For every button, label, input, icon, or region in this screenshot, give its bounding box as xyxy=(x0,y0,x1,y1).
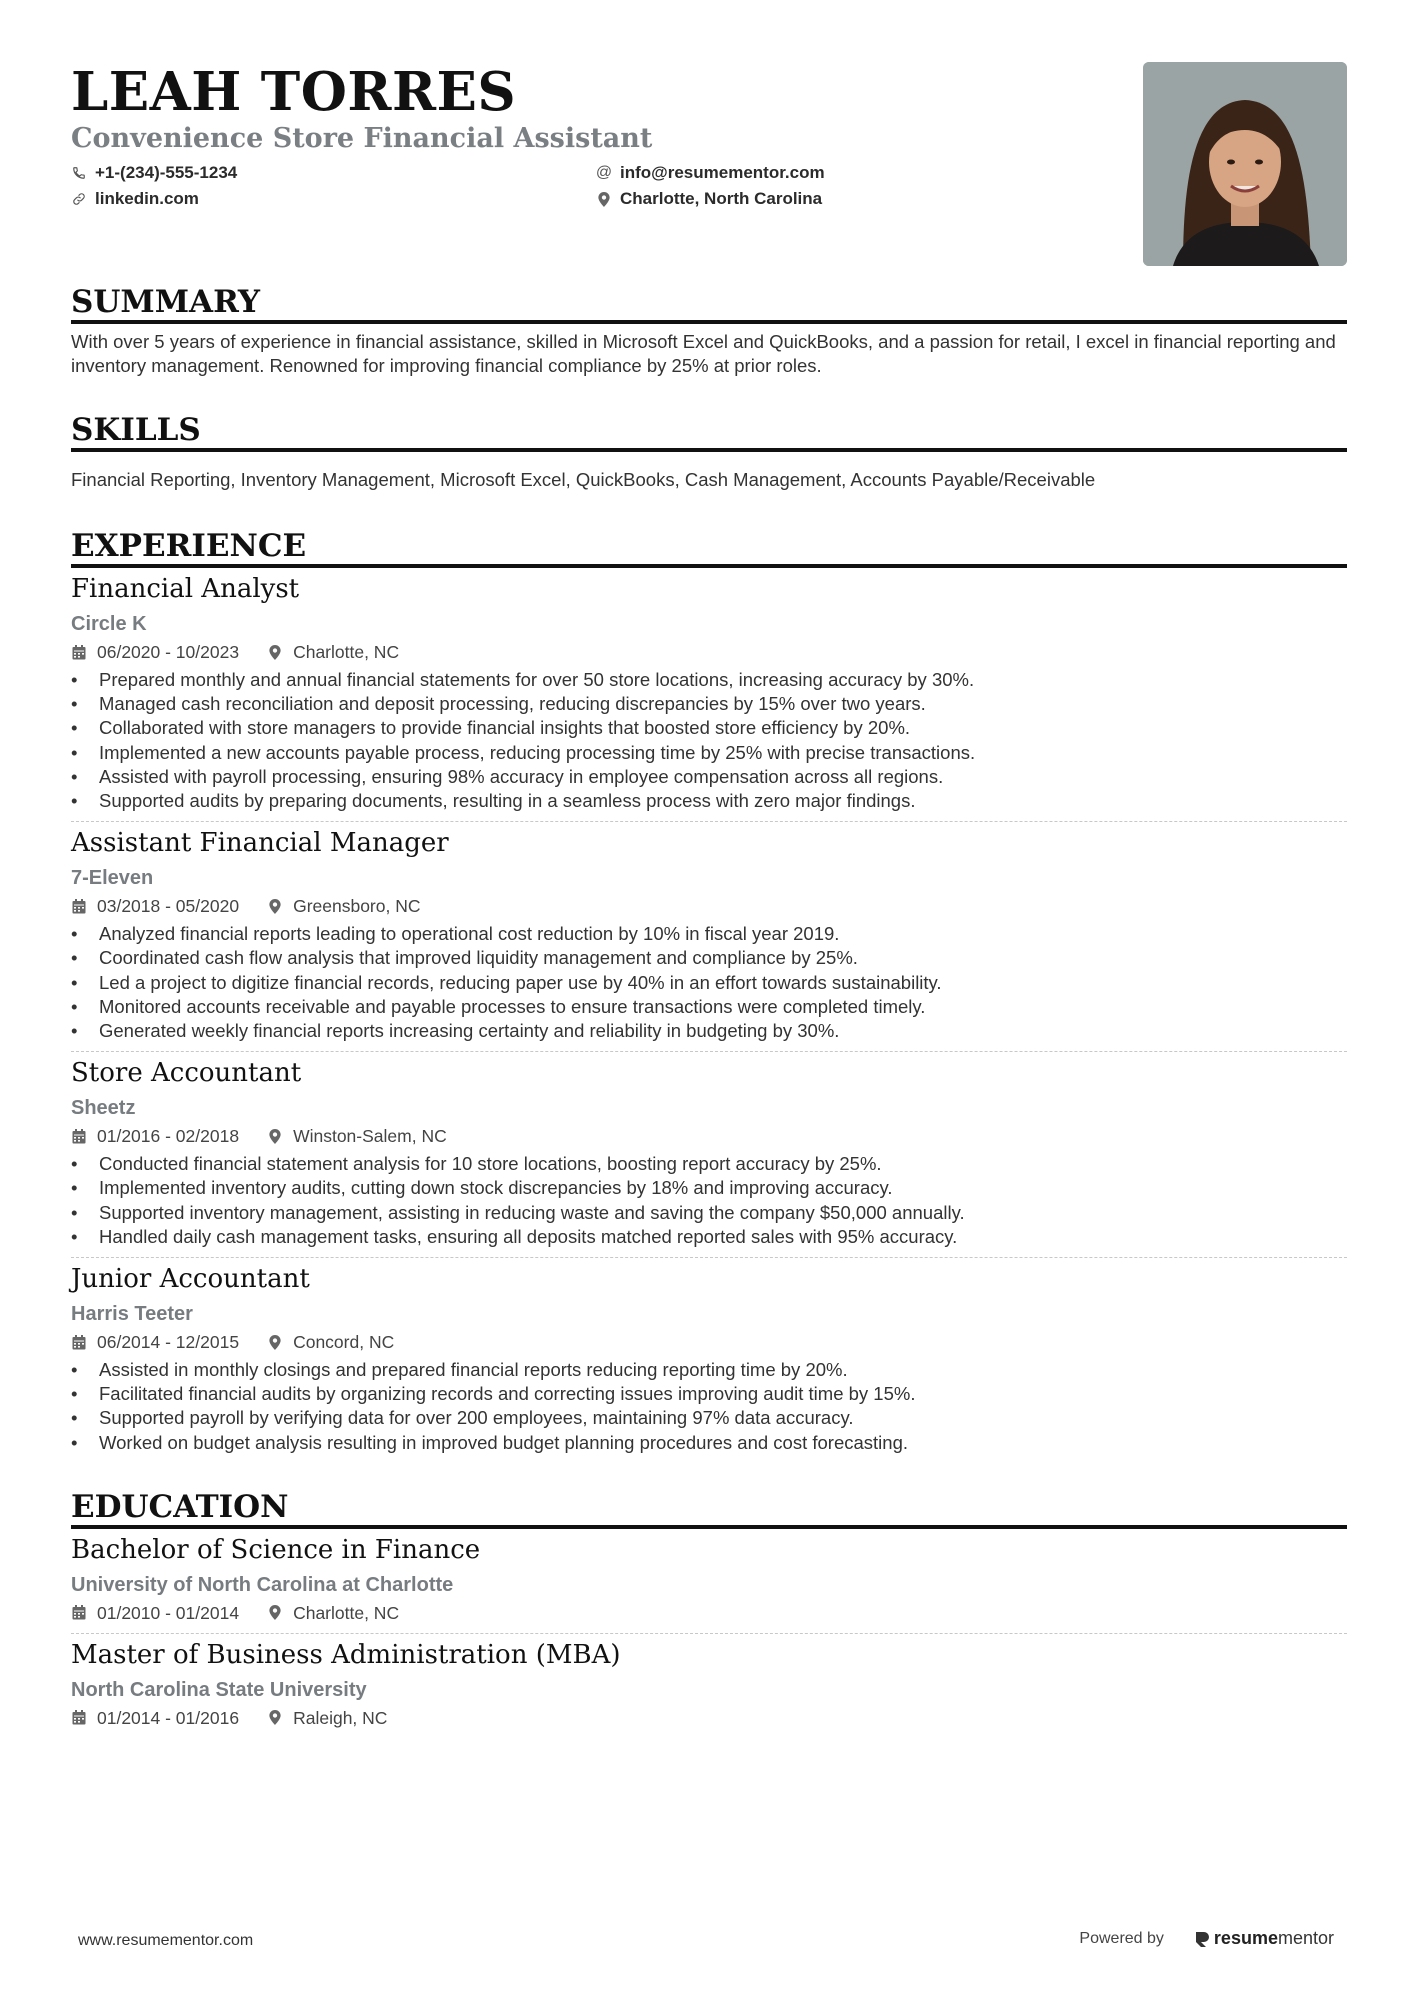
education-location: Charlotte, NC xyxy=(293,1602,400,1623)
job-location: Greensboro, NC xyxy=(293,896,421,917)
summary-section xyxy=(71,284,1347,378)
skills-text: Financial Reporting, Inventory Management, Microsoft Excel, QuickBooks, Cash Management, Accounts Payable/Receivable xyxy=(71,469,1096,490)
degree-name: Bachelor of Science in Finance xyxy=(71,1534,481,1565)
job-meta xyxy=(71,1124,1347,1148)
degree-name: Master of Business Administration (MBA) xyxy=(71,1639,621,1670)
summary-heading: SUMMARY xyxy=(71,284,1347,324)
job-meta xyxy=(71,640,1347,664)
education-location: Raleigh, NC xyxy=(293,1707,388,1728)
profile-photo xyxy=(1143,62,1347,266)
job-bullet: • Generated weekly financial reports increasing certainty and reliability in budgeting by 30%. xyxy=(71,1019,1347,1043)
brand-light: mentor xyxy=(1277,1928,1334,1948)
resume-page xyxy=(71,60,1347,1738)
job-bullet: • Collaborated with store managers to provide financial insights that boosted store efficiency by 20%. xyxy=(71,716,1347,740)
job-meta xyxy=(71,1330,1347,1354)
job-bullet: • Coordinated cash flow analysis that improved liquidity management and compliance by 25%. xyxy=(71,946,1347,970)
linkedin-text[interactable]: linkedin.com xyxy=(95,189,199,208)
footer-powered xyxy=(1079,1928,1334,1949)
job-location: Charlotte, NC xyxy=(293,642,400,662)
job-location: Concord, NC xyxy=(293,1332,395,1353)
resume-header xyxy=(71,60,1347,260)
at-icon: @ xyxy=(595,164,613,181)
job-entry xyxy=(71,568,1347,822)
education-meta xyxy=(71,1706,1347,1730)
brand-mark-icon xyxy=(1194,1930,1210,1948)
contact-email xyxy=(596,162,996,184)
job-bullets xyxy=(71,1152,1347,1249)
job-dates: 06/2020 - 10/2023 xyxy=(97,642,240,662)
job-bullet: • Facilitated financial audits by organizing records and correcting issues improving audit time by 15%. xyxy=(71,1382,1347,1406)
job-bullets xyxy=(71,1358,1347,1455)
job-bullet: • Monitored accounts receivable and payable processes to ensure transactions were completed timely. xyxy=(71,995,1347,1019)
job-dates: 01/2016 - 02/2018 xyxy=(97,1126,240,1147)
contact-phone xyxy=(71,162,596,184)
map-pin-icon xyxy=(267,644,283,660)
experience-section xyxy=(71,528,1347,1463)
job-role: Store Accountant xyxy=(71,1058,302,1089)
job-role: Assistant Financial Manager xyxy=(71,828,449,859)
job-bullet: • Implemented a new accounts payable process, reducing processing time by 25% with precise transactions. xyxy=(71,741,1347,765)
job-entry xyxy=(71,1052,1347,1258)
job-list xyxy=(71,568,1347,1463)
footer-website[interactable]: www.resumementor.com xyxy=(78,1932,254,1949)
phone-icon xyxy=(71,165,87,181)
job-dates: 03/2018 - 05/2020 xyxy=(97,896,240,917)
candidate-name: LEAH TORRES xyxy=(71,61,517,123)
job-dates: 06/2014 - 12/2015 xyxy=(97,1332,240,1353)
calendar-icon xyxy=(71,644,87,660)
job-bullet: • Supported audits by preparing documents, resulting in a seamless process with zero major findings. xyxy=(71,789,1347,813)
job-bullet: • Implemented inventory audits, cutting down stock discrepancies by 18% and improving accuracy. xyxy=(71,1176,1347,1200)
map-pin-icon xyxy=(267,1710,283,1726)
job-role: Financial Analyst xyxy=(71,574,300,604)
experience-heading: EXPERIENCE xyxy=(71,528,1347,568)
job-bullets xyxy=(71,668,1347,813)
job-entry xyxy=(71,1258,1347,1463)
education-meta xyxy=(71,1601,1347,1625)
map-pin-icon xyxy=(267,1334,283,1350)
calendar-icon xyxy=(71,1128,87,1144)
job-bullet: • Handled daily cash management tasks, ensuring all deposits matched reported sales with 95% accuracy. xyxy=(71,1225,1347,1249)
education-dates: 01/2014 - 01/2016 xyxy=(97,1707,240,1728)
job-bullet: • Conducted financial statement analysis for 10 store locations, boosting report accuracy by 25%. xyxy=(71,1152,1347,1176)
job-location: Winston-Salem, NC xyxy=(293,1126,447,1147)
education-heading: EDUCATION xyxy=(71,1489,1347,1529)
contact-location xyxy=(596,188,996,210)
brand-bold: resume xyxy=(1213,1928,1278,1948)
job-meta xyxy=(71,894,1347,918)
job-bullet: • Prepared monthly and annual financial statements for over 50 store locations, increasing accuracy by 30%. xyxy=(71,668,1347,692)
job-company: 7-Eleven xyxy=(71,867,154,890)
map-pin-icon xyxy=(267,898,283,914)
contact-linkedin xyxy=(71,188,596,210)
job-bullet: • Assisted in monthly closings and prepared financial reports reducing reporting time by 20%. xyxy=(71,1358,1347,1382)
job-bullet: • Managed cash reconciliation and deposit processing, reducing discrepancies by 15% over two years. xyxy=(71,692,1347,716)
education-dates: 01/2010 - 01/2014 xyxy=(97,1602,240,1623)
link-icon xyxy=(71,191,87,207)
calendar-icon xyxy=(71,898,87,914)
job-company: Circle K xyxy=(71,613,147,635)
job-role: Junior Accountant xyxy=(71,1264,310,1295)
education-section xyxy=(71,1489,1347,1738)
job-bullets xyxy=(71,922,1347,1043)
education-entry xyxy=(71,1529,1347,1634)
summary-text: With over 5 years of experience in financial assistance, skilled in Microsoft Excel and QuickBooks, and a passion for retail, I excel in financial reporting and inventory management. Renowned for improving financial compliance by 25% at prior roles. xyxy=(71,331,1336,376)
candidate-title: Convenience Store Financial Assistant xyxy=(71,123,653,154)
job-entry xyxy=(71,822,1347,1052)
school-name: University of North Carolina at Charlotte xyxy=(71,1573,454,1596)
job-bullet: • Assisted with payroll processing, ensuring 98% accuracy in employee compensation across all regions. xyxy=(71,765,1347,789)
job-bullet: • Analyzed financial reports leading to operational cost reduction by 10% in fiscal year 2019. xyxy=(71,922,1347,946)
job-bullet: • Led a project to digitize financial records, reducing paper use by 40% in an effort towards sustainability. xyxy=(71,971,1347,995)
phone-text: +1-(234)-555-1234 xyxy=(95,163,238,182)
email-text: info@resumementor.com xyxy=(620,163,825,182)
map-pin-icon xyxy=(267,1605,283,1621)
education-list xyxy=(71,1529,1347,1738)
brand-logo[interactable] xyxy=(1194,1928,1334,1949)
skills-section xyxy=(71,412,1347,492)
map-pin-icon xyxy=(596,191,612,207)
job-bullet: • Supported inventory management, assisting in reducing waste and saving the company $50,000 annually. xyxy=(71,1201,1347,1225)
calendar-icon xyxy=(71,1334,87,1350)
location-text: Charlotte, North Carolina xyxy=(620,189,823,208)
powered-by-text: Powered by xyxy=(1079,1929,1164,1947)
skills-heading: SKILLS xyxy=(71,412,1347,452)
job-company: Harris Teeter xyxy=(71,1303,193,1326)
job-company: Sheetz xyxy=(71,1097,136,1120)
map-pin-icon xyxy=(267,1128,283,1144)
job-bullet: • Worked on budget analysis resulting in improved budget planning procedures and cost forecasting. xyxy=(71,1431,1347,1455)
job-bullet: • Supported payroll by verifying data for over 200 employees, maintaining 97% data accuracy. xyxy=(71,1406,1347,1430)
school-name: North Carolina State University xyxy=(71,1678,367,1701)
education-entry xyxy=(71,1634,1347,1738)
calendar-icon xyxy=(71,1710,87,1726)
calendar-icon xyxy=(71,1605,87,1621)
